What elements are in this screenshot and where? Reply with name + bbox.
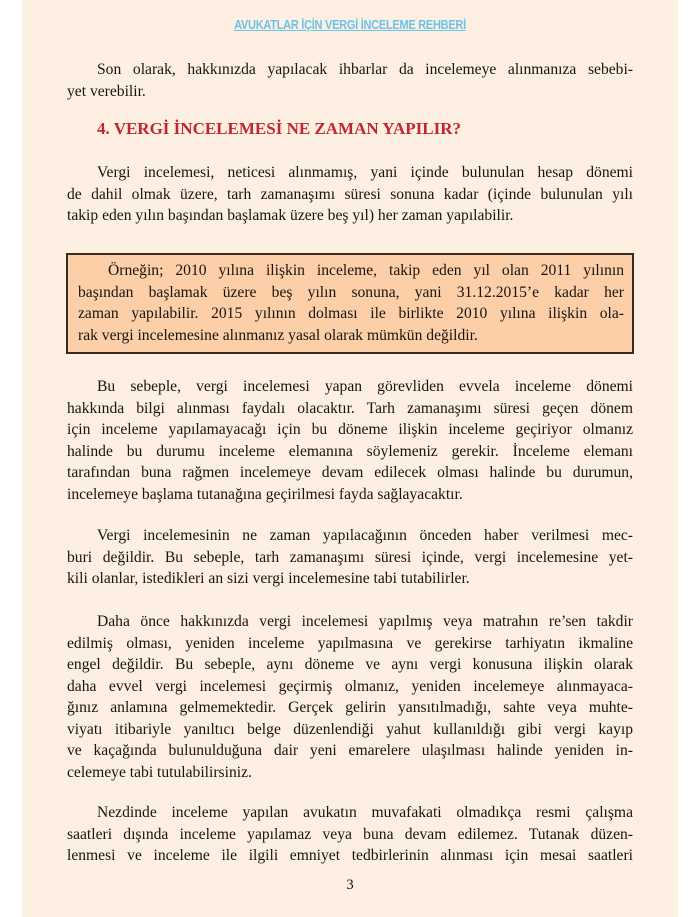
text-line: ğınız anlamına gelmemektedir. Gerçek gelirin yansıtılmadığı, sahte veya muhte- xyxy=(67,699,633,716)
text-line: hakkında bilgi alınması faydalı olacaktır. Tarh zamanaşımı süresi geçen dönem xyxy=(67,399,633,417)
paragraph xyxy=(67,59,633,102)
text-line: saatleri dışında inceleme yapılamaz veya buna devam edilemez. Tutanak düzen- xyxy=(67,825,633,843)
text-line: kili olanlar, istedikleri an sizi vergi incelemesine tabi tutabilirler. xyxy=(67,570,470,587)
text-line: lenmesi ve inceleme ile ilgili emniyet tedbirlerinin alınması için mesai saatleri xyxy=(67,847,633,864)
paragraph xyxy=(67,376,633,505)
text-line: Vergi incelemesinin ne zaman yapılacağının önceden haber verilmesi mec- xyxy=(97,527,633,544)
text-line: Son olarak, hakkınızda yapılacak ihbarlar da incelemeye alınmanıza sebebi- xyxy=(97,61,633,78)
text-line: Bu sebeple, vergi incelemesi yapan görevliden evvela inceleme dönemi xyxy=(97,378,633,395)
text-line: Vergi incelemesi, neticesi alınmamış, yani içinde bulunulan hesap dönemi xyxy=(97,164,633,181)
text-line: zaman yapılabilir. 2015 yılının dolması ile birlikte 2010 yılına ilişkin ola- xyxy=(78,305,624,322)
text-line: incelemeye başlama tutanağına geçirilmesi fayda sağlayacaktır. xyxy=(67,485,463,503)
text-line: de dahil olmak üzere, tarh zamanaşımı süresi sonuna kadar (içinde bulunulan yılı xyxy=(67,185,633,203)
text-line: daha evvel vergi incelemesi geçirmiş olmanız, yeniden incelemeye alınmayaca- xyxy=(67,677,633,695)
text-line: viyatı itibariyle yanıltıcı belge düzenlendiği yahut kullanıldığı gibi vergi kayıp xyxy=(67,720,633,738)
example-text xyxy=(78,260,624,346)
text-line: buri değildir. Bu sebeple, tarh zamanaşımı süresi içinde, vergi incelemesine yet- xyxy=(67,548,633,566)
text-line: ve kaçağında bulunulduğuna dair yeni emarelere ulaşılması halinde yeniden in- xyxy=(67,742,633,759)
paragraph xyxy=(67,162,633,227)
paragraph xyxy=(67,802,633,867)
text-line: için inceleme yapılamayacağı için bu döneme ilişkin inceleme geçiriyor olmanız xyxy=(67,421,633,438)
section-heading: 4. VERGİ İNCELEMESİ NE ZAMAN YAPILIR? xyxy=(97,119,461,138)
text-line: yet verebilir. xyxy=(67,82,146,100)
example-box xyxy=(66,253,634,354)
text-line: Nezdinde inceleme yapılan avukatın muvafakati olmadıkça resmi çalışma xyxy=(97,804,633,821)
paragraph xyxy=(67,525,633,590)
text-line: engel değildir. Bu sebeple, aynı döneme ve aynı vergi konusuna ilişkin olarak xyxy=(67,656,633,673)
text-line: halinde bu durumu inceleme elemanına söylemeniz gerekir. İnceleme elemanı xyxy=(67,442,633,460)
text-line: Örneğin; 2010 yılına ilişkin inceleme, takip eden yıl olan 2011 yılının xyxy=(108,262,624,279)
text-line: Daha önce hakkınızda vergi incelemesi yapılmış veya matrahın re’sen takdir xyxy=(97,613,633,630)
paragraph xyxy=(67,611,633,783)
page-number: 3 xyxy=(346,877,354,893)
running-header: AVUKATLAR İÇİN VERGİ İNCELEME REHBERİ xyxy=(234,18,466,32)
text-line: celemeye tabi tutulabilirsiniz. xyxy=(67,763,252,781)
text-line: rak vergi incelemesine alınmanız yasal olarak mümkün değildir. xyxy=(78,326,478,344)
text-line: tarafından buna rağmen incelemeye devam edilecek olması halinde bu durumun, xyxy=(67,464,633,481)
text-line: başından başlamak üzere beş yılın sonuna, yani 31.12.2015’e kadar her xyxy=(78,283,624,301)
text-line: edilmiş olması, yeniden inceleme yapılmasına ve gerekirse tarhiyatın ikmaline xyxy=(67,634,633,652)
text-line: takip eden yılın başından başlamak üzere beş yıl) her zaman yapılabilir. xyxy=(67,207,514,224)
